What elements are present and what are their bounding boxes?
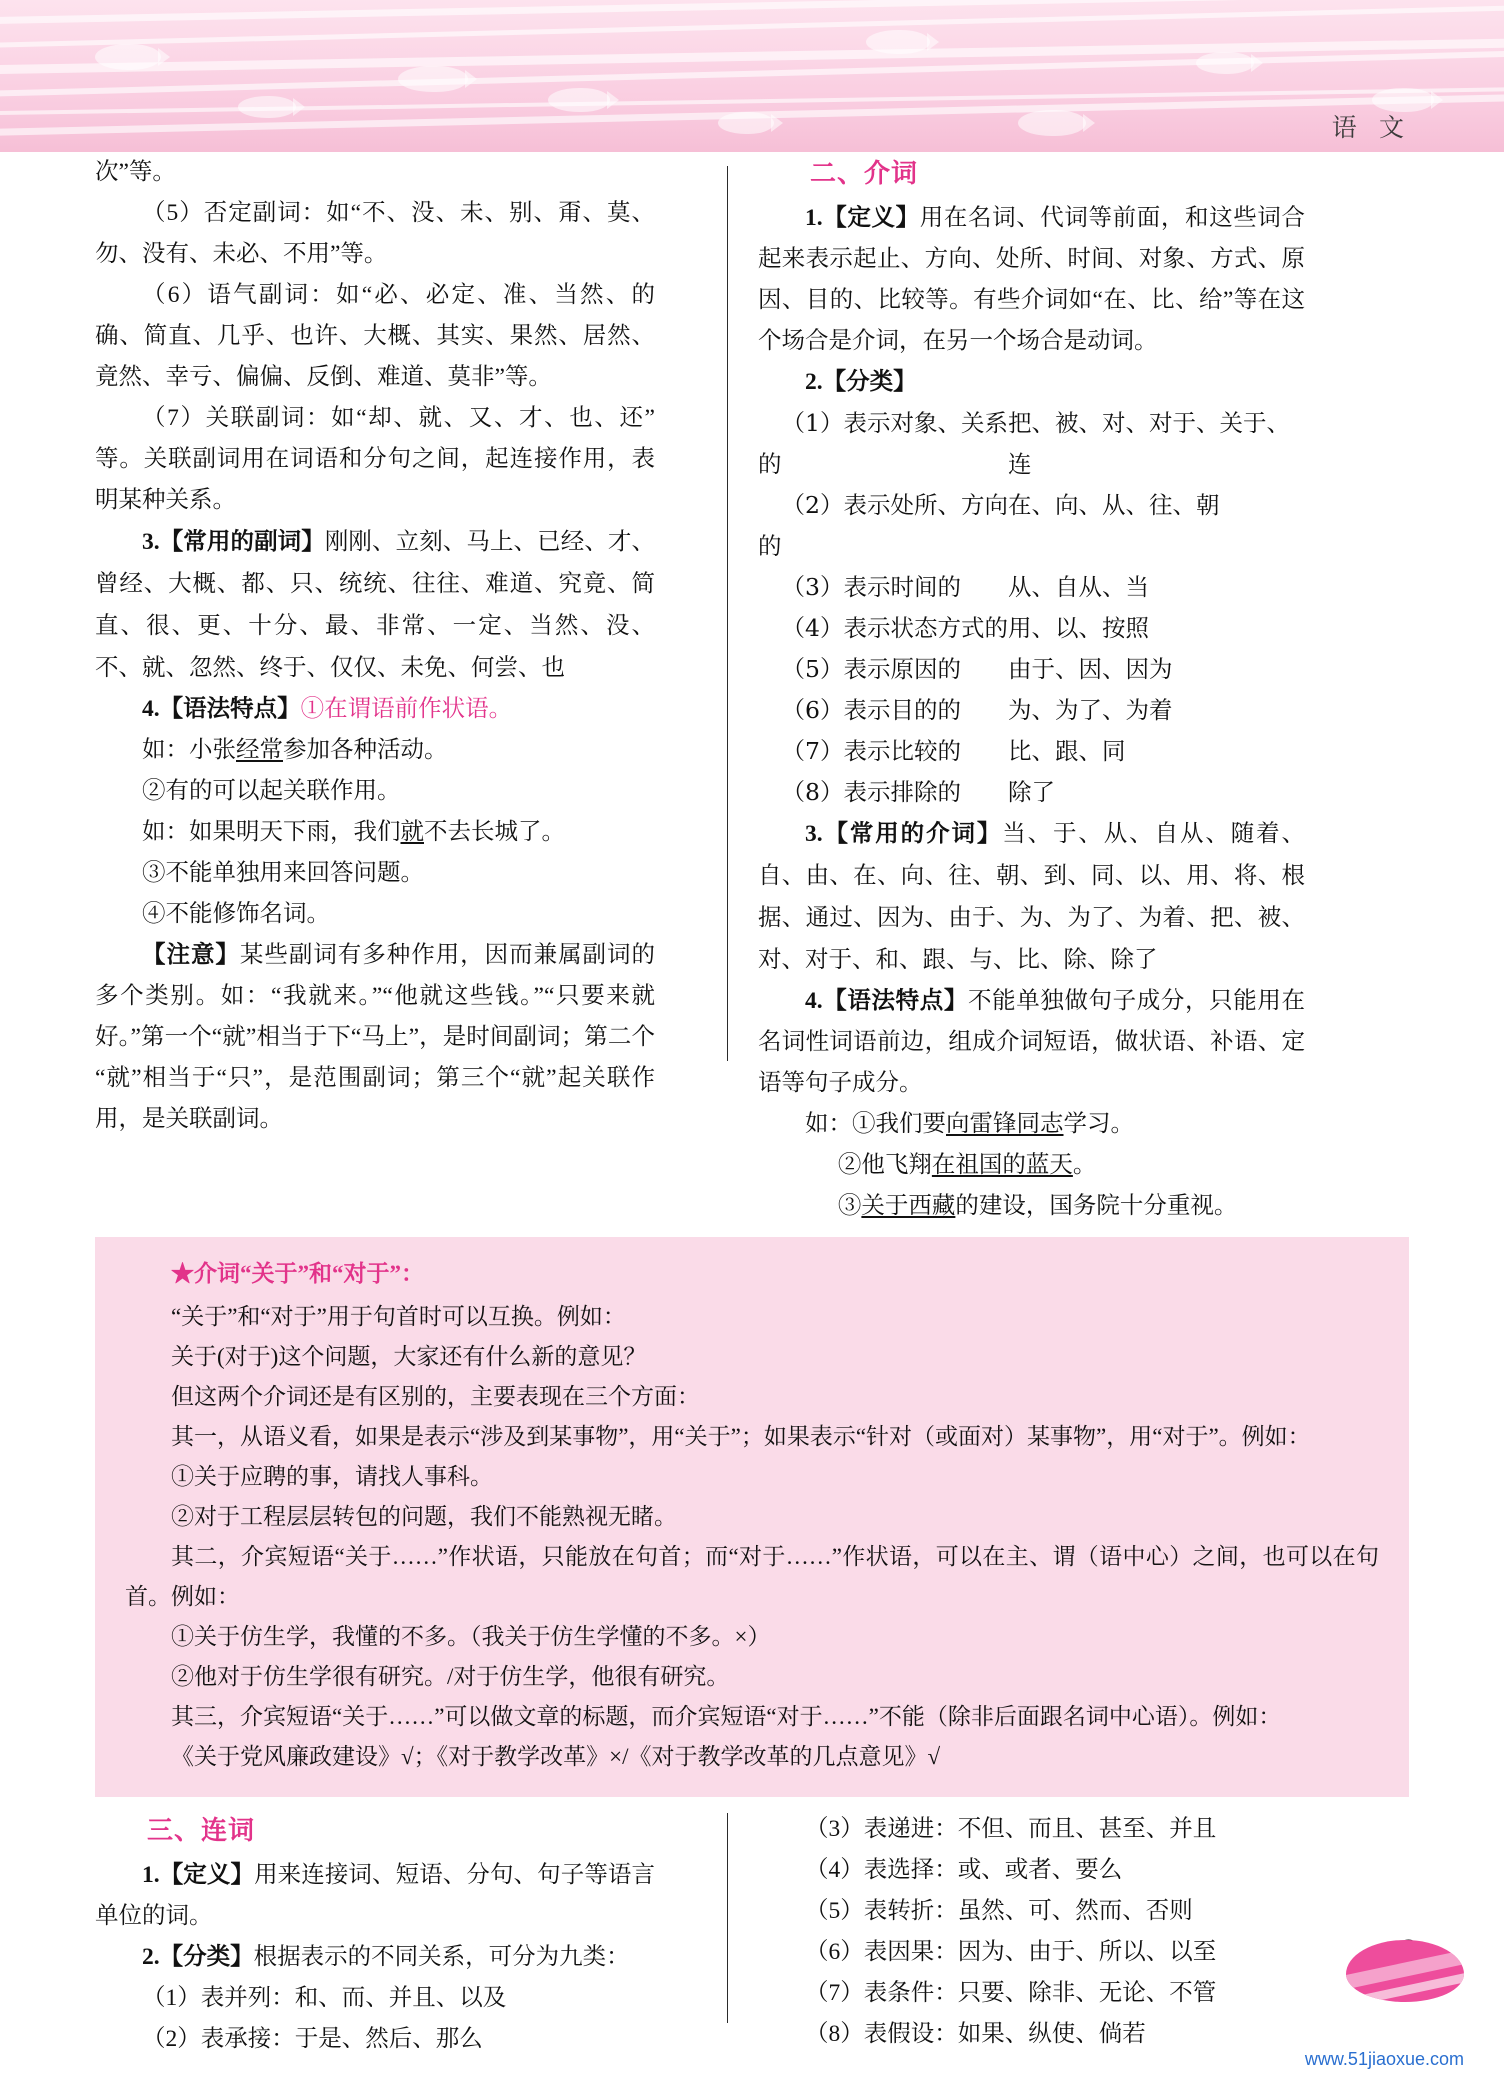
classification-examples-2: 在、向、从、往、朝	[1008, 491, 1220, 519]
adverb-item-6: （6）语气副词：如“必、必定、准、当然、的确、简直、几乎、也许、大概、其实、果然、居然、竟然、幸亏、偏偏、反倒、难道、莫非”等。	[95, 282, 655, 390]
fish-icon	[1196, 52, 1254, 74]
decorative-header-band	[0, 0, 1504, 152]
fish-icon	[548, 88, 610, 112]
fish-icon	[398, 66, 468, 92]
continuation-line: 次”等。	[95, 159, 176, 185]
highlight-box-title: ★介词“关于”和“对于”：	[171, 1261, 424, 1286]
conjunction-classification	[95, 1937, 655, 1978]
example-suffix: 学习。	[1063, 1111, 1134, 1137]
common-adverbs-text: 刚刚、立刻、马上、已经、才、曾经、大概、都、只、统统、往往、难道、究竟、简直、很、更、十分、最、非常、一定、当然、没、不、就、忽然、终于、仅仅、未免、何尝、也	[95, 527, 656, 681]
grammar-point-1: ①在谓语前作状语。	[300, 696, 513, 722]
classification-examples-3: 从、自从、当	[1008, 573, 1149, 601]
bottom-two-column-block	[0, 1797, 1504, 2060]
footer-website: www.51jiaoxue.com	[1304, 2049, 1464, 2069]
grammar-point-4: ④不能修饰名词。	[142, 901, 330, 927]
conjunction-item-8: （8）表假设：如果、纵使、倘若	[805, 2021, 1146, 2047]
classification-row	[758, 485, 1305, 567]
fish-icon	[1018, 110, 1086, 136]
note-label: 【注意】	[142, 942, 240, 968]
classification-row	[758, 731, 1305, 772]
note-text: 某些副词有多种作用，因而兼属副词的多个类别。如：“我就来。”“他就这些钱。”“只要来就好。”第一个“就”相当于下“马上”，是时间副词；第二个“就”相当于“只”，是范围副词；第三个“就”起关联作用，是关联副词。	[95, 942, 656, 1132]
classification-examples-7: 比、跟、同	[1008, 737, 1126, 765]
example-suffix: 。	[1072, 1152, 1097, 1178]
section-title-conjunctions: 三、连词	[147, 1816, 256, 1845]
classification-examples-8: 除了	[1008, 778, 1055, 806]
left-column	[95, 152, 700, 1227]
classification-row	[758, 690, 1305, 731]
conjunction-item-2: （2）表承接：于是、然后、那么	[142, 2026, 483, 2052]
page-content	[0, 152, 1504, 2060]
footer-decorative-blob	[1346, 1940, 1464, 2002]
main-two-column-block	[0, 152, 1504, 1227]
preposition-grammar-paragraph	[758, 981, 1305, 1104]
fish-icon	[718, 112, 774, 134]
highlight-line-1: “关于”和“对于”用于句首时可以互换。例如：	[171, 1304, 626, 1329]
preposition-example-3	[758, 1186, 1305, 1227]
conjunction-item-5: （5）表转折：虽然、可、然而、否则	[805, 1898, 1193, 1924]
example-prefix: ①我们要	[852, 1111, 946, 1137]
conjunction-item-1: （1）表并列：和、而、并且、以及	[142, 1985, 507, 2011]
grammar-point-3: ③不能单独用来回答问题。	[142, 860, 424, 886]
classification-label-6: （6）表示目的的	[781, 696, 961, 724]
highlight-line-9: ②他对于仿生学很有研究。/对于仿生学，他很有研究。	[171, 1664, 730, 1689]
adverb-item-7: （7）关联副词：如“却、就、又、才、也、还”等。关联副词用在词语和分句之间，起连接作用，表明某种关系。	[95, 405, 655, 513]
grammar-feature-1	[95, 689, 655, 730]
classification-label-3: （3）表示时间的	[781, 573, 961, 601]
examples-lead: 如：	[805, 1111, 852, 1137]
note-paragraph	[95, 935, 655, 1140]
classification-label-2: （2）表示处所、方向的	[758, 491, 1008, 560]
bottom-left-column	[95, 1809, 700, 2060]
conjunction-item-6: （6）表因果：因为、由于、所以、以至	[805, 1939, 1217, 1965]
preposition-definition	[758, 198, 1305, 362]
right-column	[700, 152, 1305, 1227]
common-adverbs-label: 3.【常用的副词】	[142, 529, 325, 555]
example-suffix: 参加各种活动。	[283, 737, 448, 763]
highlight-line-8: ①关于仿生学，我懂的不多。（我关于仿生学懂的不多。×）	[171, 1624, 771, 1649]
example-underlined-phrase: 在祖国的蓝天	[931, 1152, 1073, 1178]
grammar-label: 4.【语法特点】	[142, 696, 301, 722]
conjunction-item-7: （7）表条件：只要、除非、无论、不管	[805, 1980, 1217, 2006]
fish-icon	[95, 44, 161, 70]
preposition-grammar-text: 不能单独做句子成分，只能用在名词性词语前边，组成介词短语，做状语、补语、定语等句子成分。	[758, 988, 1306, 1096]
highlight-line-7: 其二，介宾短语“关于……”作状语，只能放在句首；而“对于……”作状语，可以在主、谓（语中心）之间，也可以在句首。例如：	[125, 1544, 1379, 1609]
conjunction-definition-text: 用来连接词、短语、分句、句子等语言单位的词。	[95, 1862, 656, 1929]
section-title-prepositions: 二、介词	[810, 159, 919, 188]
conjunction-classify-text: 根据表示的不同关系，可分为九类：	[253, 1944, 630, 1970]
classification-label-7: （7）表示比较的	[781, 737, 961, 765]
highlight-line-2: 关于(对于)这个问题，大家还有什么新的意见？	[171, 1344, 647, 1369]
bottom-right-column	[700, 1809, 1305, 2060]
conjunction-definition	[95, 1855, 655, 1937]
common-adverbs-paragraph	[95, 521, 655, 689]
highlight-line-6: ②对于工程层层转包的问题，我们不能熟视无睹。	[171, 1504, 677, 1529]
classification-row	[758, 772, 1305, 813]
preposition-example-1	[758, 1104, 1305, 1145]
highlight-line-10: 其三，介宾短语“关于……”可以做文章的标题，而介宾短语“对于……”不能（除非后面跟名词中心语）。例如：	[171, 1704, 1282, 1729]
bottom-column-divider	[727, 1813, 728, 2023]
page-header-title: 语 文	[1331, 115, 1412, 142]
common-prepositions-label: 3.【常用的介词】	[805, 821, 1003, 847]
highlight-line-4: 其一，从语义看，如果是表示“涉及到某事物”，用“关于”；如果表示“针对（或面对）某事物”，用“对于”。例如：	[171, 1424, 1311, 1449]
highlight-box-guanyu-duiyu	[95, 1237, 1409, 1797]
classification-label-8: （8）表示排除的	[781, 778, 961, 806]
example-prefix: 如：小张	[142, 737, 236, 763]
highlight-line-5: ①关于应聘的事，请找人事科。	[171, 1464, 493, 1489]
conjunction-item-4: （4）表选择：或、或者、要么	[805, 1857, 1123, 1883]
example-underlined-phrase: 向雷锋同志	[946, 1111, 1064, 1137]
classification-row	[758, 649, 1305, 690]
classification-row	[758, 567, 1305, 608]
column-divider	[727, 166, 728, 1061]
example-suffix: 的建设，国务院十分重视。	[955, 1193, 1238, 1219]
example-underlined-word: 就	[400, 819, 424, 845]
common-prepositions-text: 当、于、从、自从、随着、自、由、在、向、往、朝、到、同、以、用、将、根据、通过、因为、由于、为、为了、为着、把、被、对、对于、和、跟、与、比、除、除了	[758, 819, 1306, 973]
preposition-example-2	[758, 1145, 1305, 1186]
example-prefix: ③	[837, 1193, 862, 1219]
example-underlined-word: 经常	[236, 737, 283, 763]
classify-label-text: 2.【分类】	[805, 369, 917, 395]
common-prepositions-paragraph	[758, 813, 1305, 981]
example-prefix: 如：如果明天下雨，我们	[142, 819, 401, 845]
definition-label: 1.【定义】	[805, 205, 920, 231]
preposition-grammar-label: 4.【语法特点】	[805, 988, 968, 1014]
classification-label-5: （5）表示原因的	[781, 655, 961, 683]
classification-label-4: （4）表示状态方式的	[781, 614, 1008, 642]
classification-examples-4: 用、以、按照	[1008, 614, 1149, 642]
grammar-example-2	[95, 812, 655, 853]
classification-examples-5: 由于、因、因为	[1008, 655, 1173, 683]
highlight-line-11: 《关于党风廉政建设》√；《对于教学改革》×/《对于教学改革的几点意见》√	[171, 1744, 941, 1769]
conjunction-definition-label: 1.【定义】	[142, 1862, 255, 1888]
adverb-item-5: （5）否定副词：如“不、没、未、别、甭、莫、勿、没有、未必、不用”等。	[95, 200, 655, 267]
classification-label-1: （1）表示对象、关系的	[758, 409, 1008, 478]
example-prefix: ②他飞翔	[837, 1152, 932, 1178]
fish-icon	[866, 30, 930, 54]
conjunction-item-3: （3）表递进：不但、而且、甚至、并且	[805, 1816, 1217, 1842]
classification-row	[758, 608, 1305, 649]
example-suffix: 不去长城了。	[424, 819, 565, 845]
classification-examples-1: 把、被、对、对于、关于、连	[1008, 409, 1290, 478]
classification-row	[758, 403, 1305, 485]
definition-text: 用在名词、代词等前面，和这些词合起来表示起止、方向、处所、时间、对象、方式、原因、目的、比较等。有些介词如“在、比、给”等在这个场合是介词，在另一个场合是动词。	[758, 205, 1305, 354]
classification-label	[758, 362, 1305, 403]
fish-icon	[238, 96, 296, 118]
conjunction-classify-label: 2.【分类】	[142, 1944, 254, 1970]
grammar-point-2: ②有的可以起关联作用。	[142, 778, 401, 804]
grammar-example-1	[95, 730, 655, 771]
classification-examples-6: 为、为了、为着	[1008, 696, 1173, 724]
highlight-line-3: 但这两个介词还是有区别的，主要表现在三个方面：	[171, 1384, 700, 1409]
example-underlined-phrase: 关于西藏	[861, 1193, 956, 1219]
